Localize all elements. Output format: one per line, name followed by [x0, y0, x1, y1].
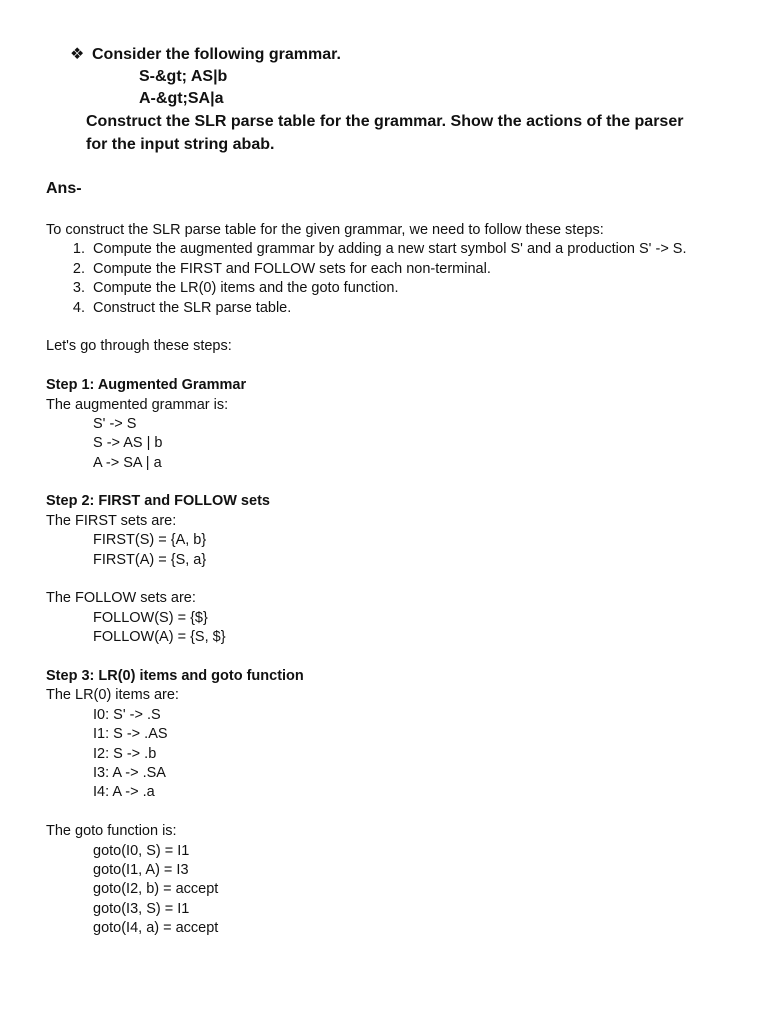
- grammar-line: S -> AS | b: [93, 435, 163, 452]
- grammar-production: A-&gt;SA|a: [139, 90, 224, 107]
- go-through-text: Let's go through these steps:: [46, 338, 232, 355]
- lr0-item: I1: S -> .AS: [93, 726, 168, 743]
- list-text: Compute the augmented grammar by adding a new start symbol S' and a production S' -> S.: [93, 241, 687, 258]
- lr0-item: I0: S' -> .S: [93, 706, 161, 723]
- list-number: 4.: [72, 299, 85, 316]
- answer-body: [46, 221, 746, 938]
- list-item: [46, 299, 746, 318]
- lr0-items-description: The LR(0) items are:: [46, 687, 179, 704]
- question-block: [70, 44, 740, 156]
- lr0-item: I3: A -> .SA: [93, 764, 166, 781]
- grammar-line: A -> SA | a: [93, 454, 162, 471]
- list-text: Construct the SLR parse table.: [93, 299, 292, 316]
- step3-heading: Step 3: LR(0) items and goto function: [46, 667, 304, 684]
- list-number: 2.: [72, 260, 85, 277]
- step1-heading: Step 1: Augmented Grammar: [46, 377, 247, 394]
- follow-set-line: FOLLOW(A) = {S, $}: [93, 629, 226, 646]
- step2-heading: Step 2: FIRST and FOLLOW sets: [46, 493, 270, 510]
- goto-line: goto(I1, A) = I3: [93, 861, 189, 878]
- answer-label: Ans-: [46, 180, 82, 197]
- lr0-item: I2: S -> .b: [93, 745, 157, 762]
- step1-description: The augmented grammar is:: [46, 396, 229, 413]
- list-item: [46, 279, 746, 298]
- goto-line: goto(I4, a) = accept: [93, 920, 219, 937]
- goto-line: goto(I2, b) = accept: [93, 881, 219, 898]
- goto-description: The goto function is:: [46, 823, 177, 840]
- list-text: Compute the FIRST and FOLLOW sets for each non-terminal.: [93, 260, 491, 277]
- lr0-item: I4: A -> .a: [93, 784, 155, 801]
- list-text: Compute the LR(0) items and the goto function.: [93, 280, 399, 297]
- grammar-line: S' -> S: [93, 415, 137, 432]
- goto-line: goto(I0, S) = I1: [93, 842, 190, 859]
- diamond-bullet-icon: ❖: [70, 46, 85, 63]
- follow-sets-description: The FOLLOW sets are:: [46, 590, 196, 607]
- first-sets-description: The FIRST sets are:: [46, 512, 177, 529]
- list-number: 1.: [72, 241, 85, 258]
- list-number: 3.: [72, 280, 85, 297]
- grammar-production: S-&gt; AS|b: [139, 68, 228, 85]
- list-item: [46, 240, 746, 259]
- goto-line: goto(I3, S) = I1: [93, 900, 190, 917]
- question-task: Construct the SLR parse table for the grammar. Show the actions of the parser: [86, 113, 684, 130]
- question-intro: Consider the following grammar.: [92, 46, 341, 63]
- question-intro-line: [70, 44, 740, 66]
- steps-list: [46, 240, 746, 318]
- first-set-line: FIRST(A) = {S, a}: [93, 551, 207, 568]
- list-item: [46, 260, 746, 279]
- first-set-line: FIRST(S) = {A, b}: [93, 532, 207, 549]
- follow-set-line: FOLLOW(S) = {$}: [93, 609, 208, 626]
- question-task: for the input string abab.: [86, 136, 275, 153]
- intro-paragraph: To construct the SLR parse table for the given grammar, we need to follow these steps:: [46, 222, 604, 238]
